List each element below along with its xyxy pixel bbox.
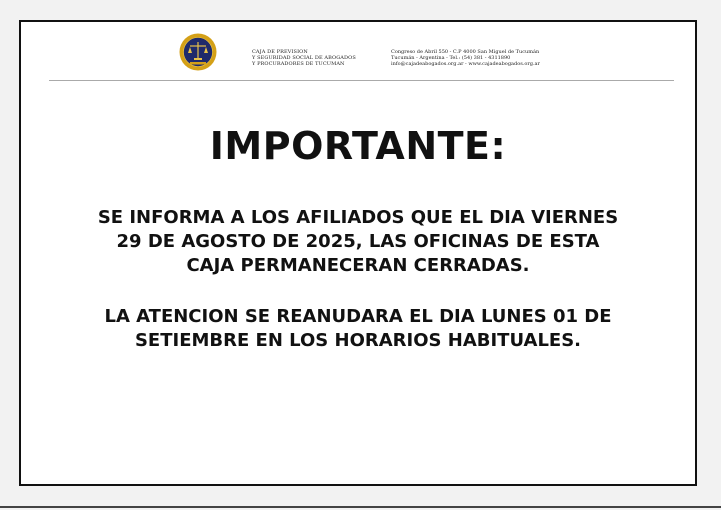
closure-announcement	[21, 206, 695, 278]
paragraph-line: CAJA PERMANECERAN CERRADAS.	[186, 255, 530, 276]
header-divider	[49, 80, 674, 81]
reopening-announcement	[21, 305, 695, 353]
organization-contact	[391, 49, 540, 67]
notice-sheet	[19, 20, 697, 486]
contact-line: Congreso de Abril 550 - C.P 4000 San Miguel de Tucumán	[391, 49, 540, 55]
org-line: Y PROCURADORES DE TUCUMAN	[252, 61, 345, 67]
org-line: CAJA DE PREVISION	[252, 49, 308, 55]
notice-title: IMPORTANTE:	[209, 124, 507, 168]
paragraph-line: 29 DE AGOSTO DE 2025, LAS OFICINAS DE ESTA	[116, 231, 600, 252]
page-edge	[0, 506, 721, 508]
paragraph-line: SE INFORMA A LOS AFILIADOS QUE EL DIA VIERNES	[97, 207, 619, 228]
letterhead	[21, 22, 695, 82]
paragraph-line: SETIEMBRE EN LOS HORARIOS HABITUALES.	[134, 330, 582, 351]
paragraph-line: LA ATENCION SE REANUDARA EL DIA LUNES 01 DE	[104, 306, 612, 327]
scales-of-justice-emblem-icon	[179, 33, 217, 71]
org-line: Y SEGURIDAD SOCIAL DE ABOGADOS	[252, 55, 356, 61]
contact-line: Tucumán - Argentina - Tel.: (54) 381 - 4311890	[391, 55, 511, 61]
contact-line: info@cajadeabogados.org.ar - www.cajadeabogados.org.ar	[391, 61, 540, 67]
organization-name	[252, 49, 356, 67]
